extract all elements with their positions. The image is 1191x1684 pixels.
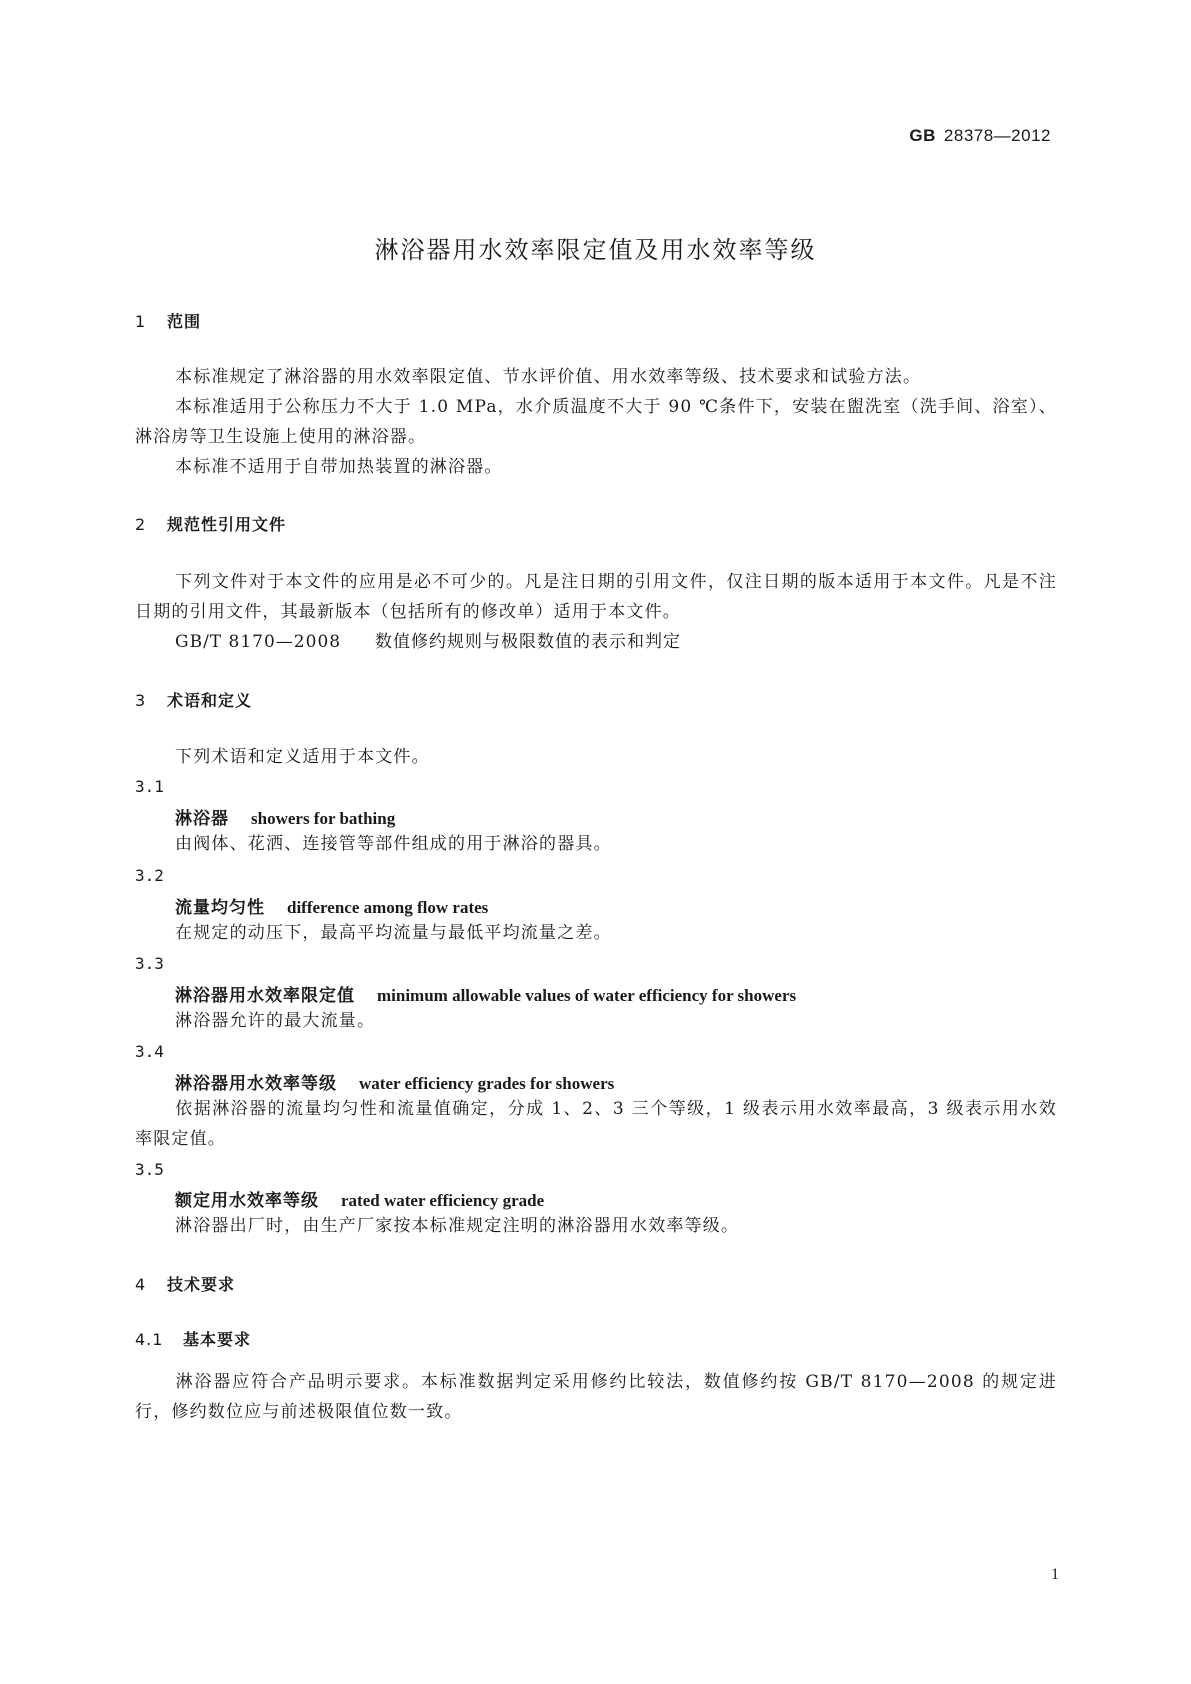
reference-title: 数值修约规则与极限数值的表示和判定	[375, 632, 681, 652]
document-title: 淋浴器用水效率限定值及用水效率等级	[374, 236, 817, 264]
term-name: 流量均匀性 difference among flow rates	[175, 898, 489, 918]
standard-code-number: 28378—2012	[943, 126, 1051, 145]
section-3-intro: 下列术语和定义适用于本文件。	[175, 747, 430, 767]
term-name: 额定用水效率等级 rated water efficiency grade	[175, 1191, 545, 1211]
section-1-heading	[135, 309, 201, 332]
section-3-heading	[135, 688, 252, 711]
page-number: 1	[1051, 1566, 1059, 1583]
term-definition: 淋浴器出厂时，由生产厂家按本标准规定注明的淋浴器用水效率等级。	[175, 1216, 740, 1236]
reference-code: GB/T 8170—2008	[175, 632, 342, 652]
term-definition: 依据淋浴器的流量均匀性和流量值确定，分成 1、2、3 三个等级，1 级表示用水效率最高，3 级表示用水效率限定值。	[135, 1099, 1057, 1149]
section-title: 范围	[167, 312, 202, 331]
term-number: 3.5	[135, 1160, 164, 1179]
section-1-paragraph-3: 本标准不适用于自带加热装置的淋浴器。	[175, 457, 503, 477]
section-2-paragraph: 下列文件对于本文件的应用是必不可少的。凡是注日期的引用文件，仅注日期的版本适用于本文件。凡是不注日期的引用文件，其最新版本（包括所有的修改单）适用于本文件。	[135, 572, 1057, 622]
section-title: 规范性引用文件	[167, 515, 287, 534]
term-definition: 在规定的动压下，最高平均流量与最低平均流量之差。	[175, 923, 612, 943]
term-definition: 由阀体、花洒、连接管等部件组成的用于淋浴的器具。	[175, 834, 612, 854]
section-number: 4	[135, 1275, 147, 1294]
term-name: 淋浴器 showers for bathing	[175, 809, 396, 829]
term-number: 3.4	[135, 1042, 164, 1061]
section-1-paragraph-2: 本标准适用于公称压力不大于 1.0 MPa，水介质温度不大于 90 ℃条件下，安装在盥洗室（洗手间、浴室）、淋浴房等卫生设施上使用的淋浴器。	[135, 397, 1057, 447]
section-number: 2	[135, 515, 147, 534]
section-4-heading	[135, 1272, 235, 1295]
term-name: 淋浴器用水效率等级 water efficiency grades for showers	[175, 1074, 615, 1094]
term-name: 淋浴器用水效率限定值 minimum allowable values of water efficiency for showers	[175, 986, 797, 1006]
standard-code-prefix: GB	[909, 126, 936, 145]
normative-reference	[175, 627, 681, 652]
section-number: 1	[135, 312, 147, 331]
subsection-title: 基本要求	[183, 1330, 252, 1349]
section-title: 术语和定义	[167, 691, 253, 710]
term-number: 3.3	[135, 954, 164, 973]
section-title: 技术要求	[167, 1275, 236, 1294]
subsection-4-1-paragraph: 淋浴器应符合产品明示要求。本标准数据判定采用修约比较法，数值修约按 GB/T 8170—2008 的规定进行，修约数位应与前述极限值位数一致。	[135, 1372, 1057, 1422]
term-number: 3.2	[135, 866, 164, 885]
section-1-paragraph-1: 本标准规定了淋浴器的用水效率限定值、节水评价值、用水效率等级、技术要求和试验方法。	[175, 367, 922, 387]
term-number: 3.1	[135, 777, 164, 796]
subsection-number: 4.1	[135, 1330, 164, 1349]
section-number: 3	[135, 691, 147, 710]
section-2-heading	[135, 512, 286, 535]
subsection-4-1-heading	[135, 1327, 251, 1350]
standard-code	[909, 126, 1051, 146]
term-definition: 淋浴器允许的最大流量。	[175, 1011, 376, 1031]
